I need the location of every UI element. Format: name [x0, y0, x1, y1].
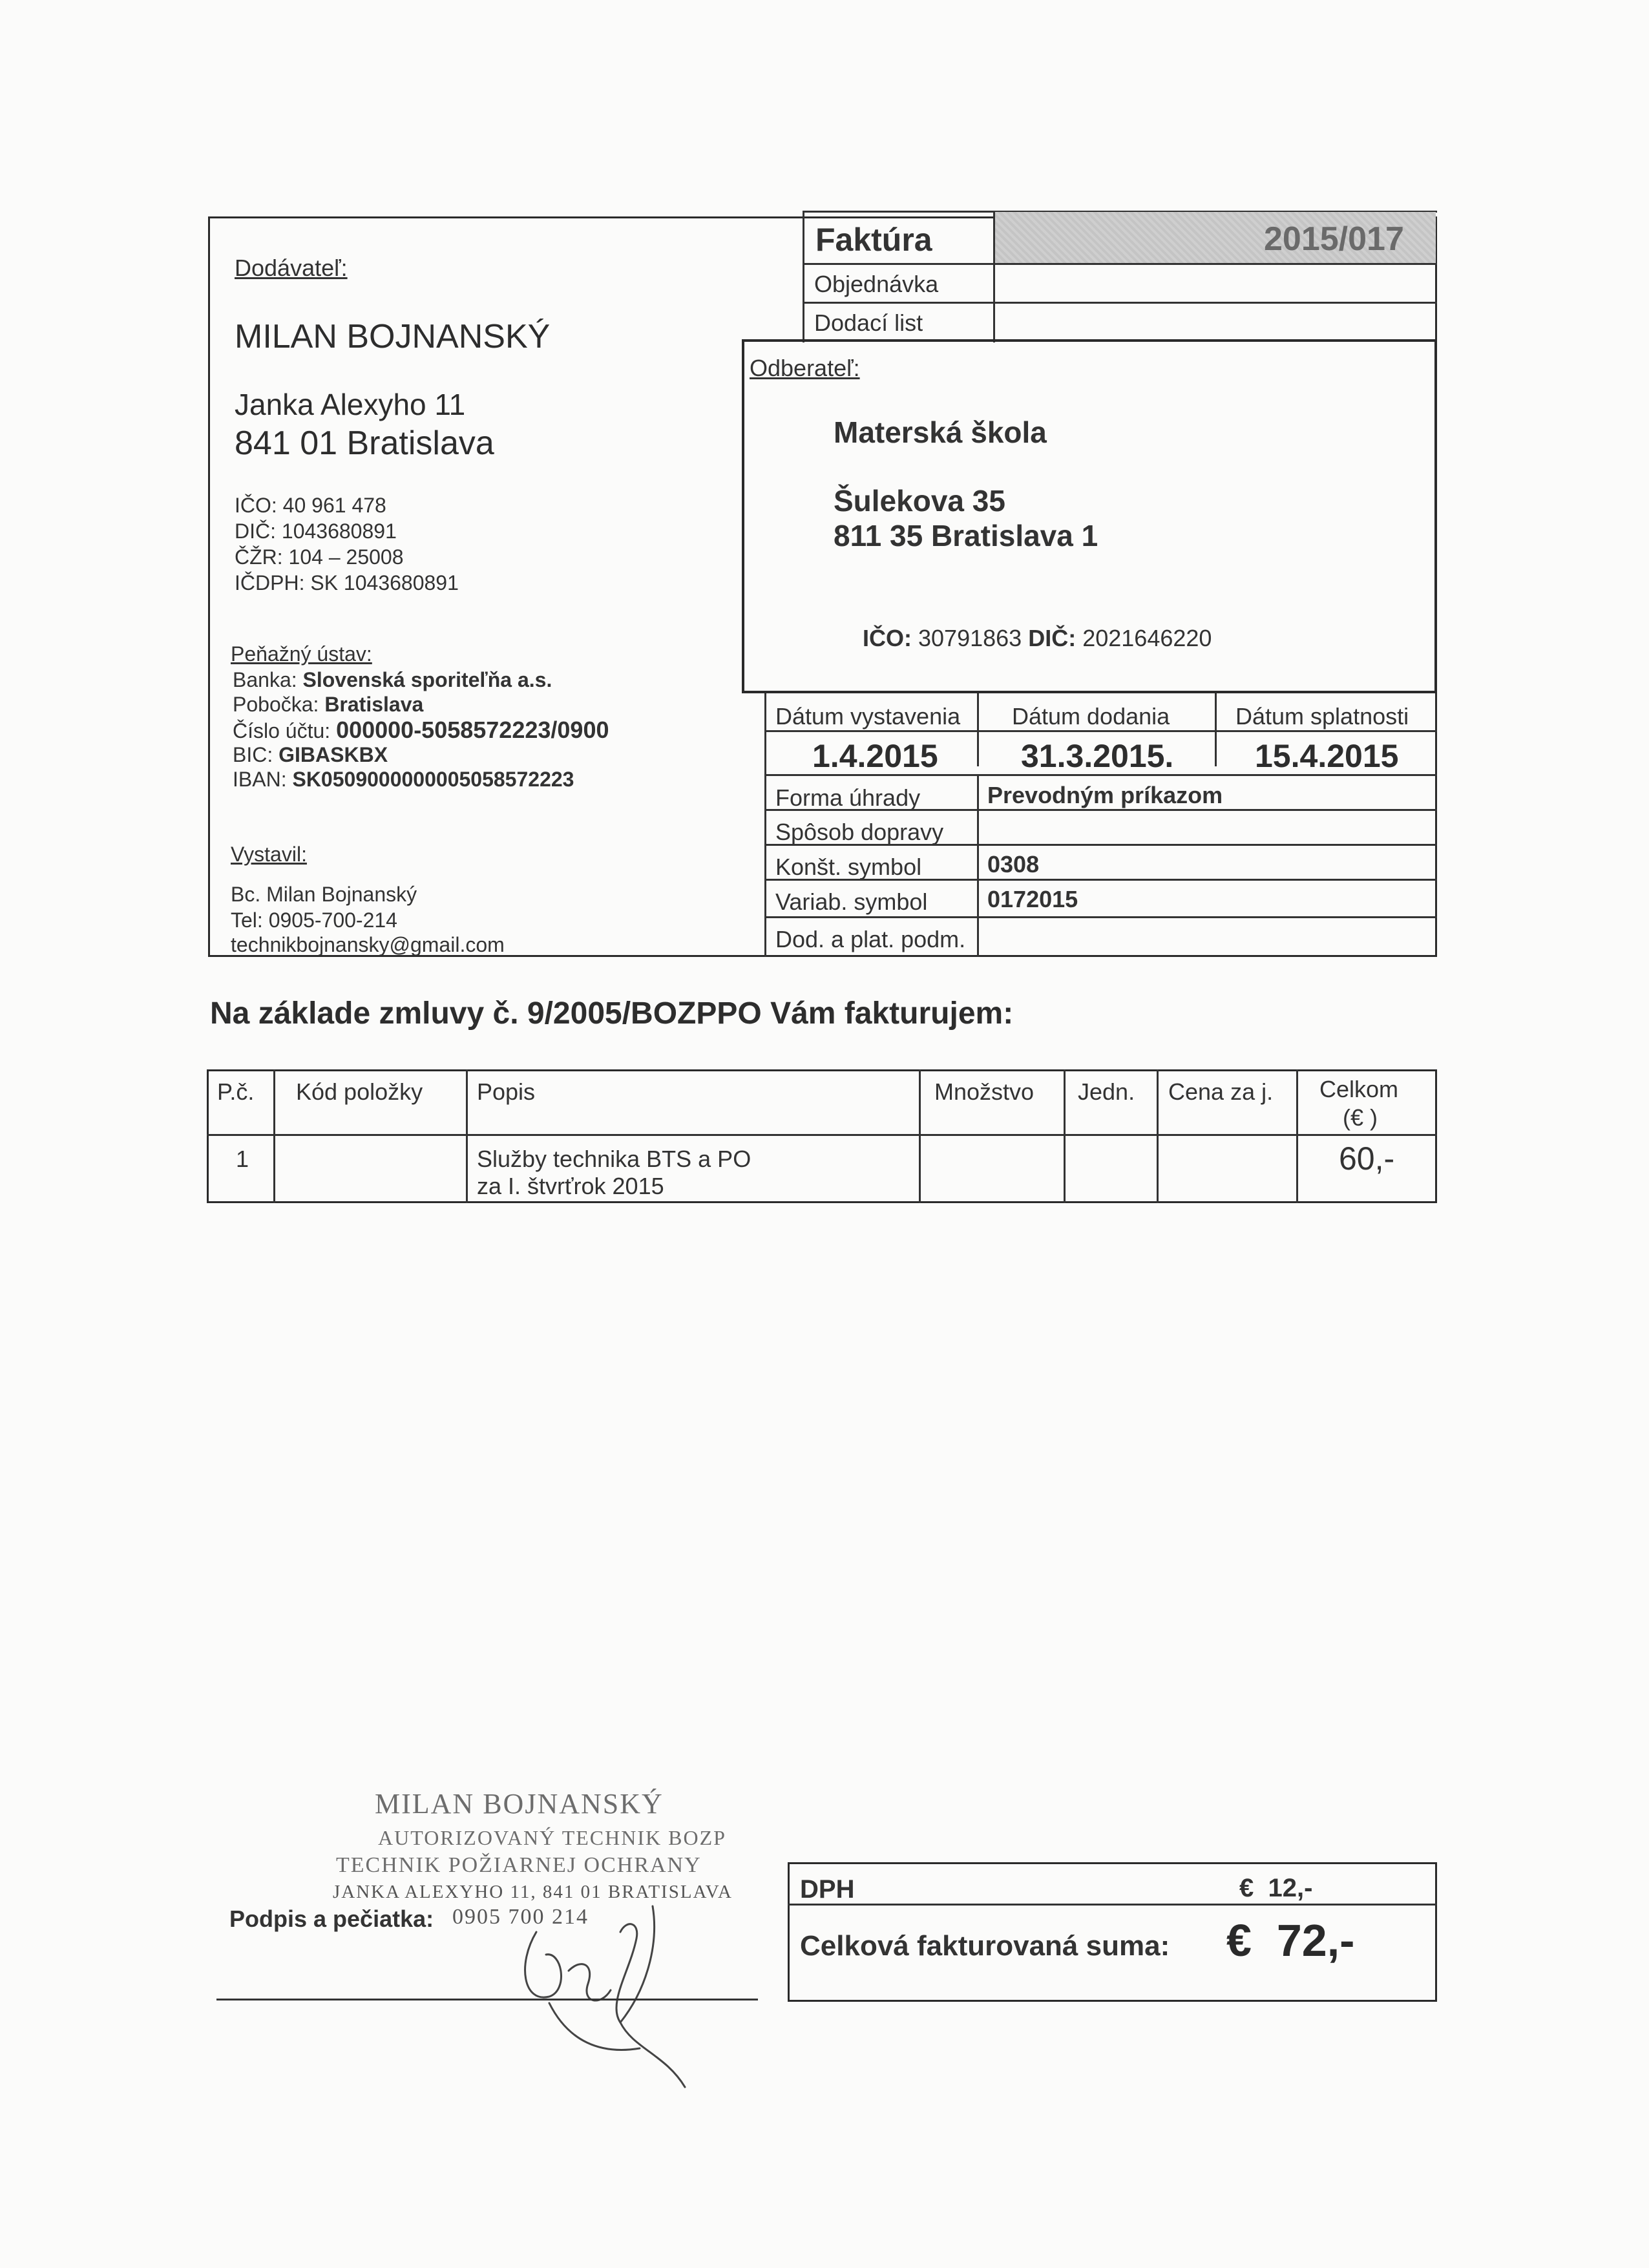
- issuer-name: Bc. Milan Bojnanský: [231, 883, 417, 906]
- handwritten-signature: [491, 1893, 704, 2100]
- customer-street: Šulekova 35: [834, 484, 1005, 518]
- customer-dic-label: DIČ:: [1028, 625, 1077, 651]
- invoice-title-left-line: [803, 211, 804, 342]
- total-label: Celková fakturovaná suma:: [800, 1930, 1170, 1962]
- supplier-name: MILAN BOJNANSKÝ: [235, 318, 551, 355]
- col-header-desc: Popis: [477, 1078, 536, 1105]
- grid-dates-col1: [977, 693, 979, 766]
- delivery-date-value: 31.3.2015.: [1021, 738, 1174, 774]
- delivery-date-label: Dátum dodania: [1012, 703, 1170, 730]
- bic-line: [233, 744, 388, 765]
- bank-label: Banka:: [233, 668, 297, 691]
- grid-payment-col: [977, 774, 979, 957]
- delivery-note-label: Dodací list: [814, 310, 923, 336]
- vat-value: € 12,-: [1239, 1874, 1313, 1902]
- issuer-email: technikbojnansky@gmail.com: [231, 933, 505, 956]
- iban-line: [233, 769, 574, 790]
- customer-name: Materská škola: [834, 415, 1047, 449]
- items-col-2: [466, 1069, 468, 1203]
- supplier-street: Janka Alexyho 11: [235, 388, 466, 421]
- row-no: 1: [236, 1146, 249, 1172]
- supplier-icdph: IČDPH: SK 1043680891: [235, 571, 459, 594]
- stamp-line-2: AUTORIZOVANÝ TECHNIK BOZP: [378, 1826, 726, 1849]
- col-header-currency: (€ ): [1343, 1104, 1378, 1131]
- invoice-row2-line: [803, 302, 1437, 304]
- row-desc-line1: Služby technika BTS a PO: [477, 1146, 751, 1172]
- due-date-value: 15.4.2015: [1255, 738, 1399, 774]
- supplier-city: 841 01 Bratislava: [235, 425, 494, 462]
- grid-payment-line2: [764, 844, 1437, 846]
- customer-dic-value: 2021646220: [1082, 625, 1212, 651]
- col-header-total: Celkom: [1319, 1076, 1399, 1102]
- col-header-unit: Jedn.: [1078, 1078, 1135, 1105]
- customer-ico-label: IČO:: [863, 625, 912, 651]
- row-total: 60,-: [1339, 1140, 1395, 1177]
- terms-label: Dod. a plat. podm.: [775, 926, 966, 952]
- invoice-number: 2015/017: [1264, 220, 1404, 258]
- customer-city: 811 35 Bratislava 1: [834, 519, 1098, 552]
- items-col-3: [919, 1069, 921, 1203]
- row-desc-line2: za I. štvrťrok 2015: [477, 1173, 664, 1199]
- stamp-line-4: JANKA ALEXYHO 11, 841 01 BRATISLAVA: [333, 1882, 733, 1902]
- branch-label: Pobočka:: [233, 693, 319, 716]
- iban-value: SK0509000000005058572223: [292, 768, 574, 791]
- issuer-heading: Vystavil:: [231, 843, 307, 866]
- account-label: Číslo účtu:: [233, 719, 331, 742]
- stamp-line-5: 0905 700 214: [452, 1905, 589, 1929]
- bic-value: GIBASKBX: [278, 743, 388, 766]
- col-header-qty: Množstvo: [934, 1078, 1035, 1105]
- invoice-number-divider: [993, 212, 995, 342]
- bic-label: BIC:: [233, 743, 273, 766]
- supplier-ico: IČO: 40 961 478: [235, 494, 386, 517]
- issue-date-label: Dátum vystavenia: [775, 703, 961, 730]
- account-value: 000000-5058572223/0900: [336, 717, 609, 743]
- col-header-code: Kód položky: [296, 1078, 423, 1105]
- bank-line: [233, 669, 552, 690]
- grid-payment-line3: [764, 879, 1437, 881]
- grid-dates-col2: [1215, 693, 1217, 766]
- issue-date-value: 1.4.2015: [812, 738, 938, 774]
- bank-heading: Peňažný ústav:: [231, 642, 372, 666]
- transport-label: Spôsob dopravy: [775, 819, 944, 845]
- invoice-title: Faktúra: [815, 222, 932, 258]
- col-header-price: Cena za j.: [1168, 1078, 1274, 1105]
- items-col-1: [273, 1069, 275, 1203]
- branch-line: [233, 694, 423, 715]
- due-date-label: Dátum splatnosti: [1235, 703, 1409, 730]
- vat-label: DPH: [800, 1875, 855, 1904]
- items-col-6: [1296, 1069, 1298, 1203]
- stamp-line-1: MILAN BOJNANSKÝ: [375, 1788, 664, 1820]
- payment-method-label: Forma úhrady: [775, 784, 921, 811]
- customer-heading: Odberateľ:: [750, 355, 860, 381]
- bank-value: Slovenská sporiteľňa a.s.: [302, 668, 552, 691]
- supplier-heading: Dodávateľ:: [235, 255, 348, 281]
- variable-symbol-value: 0172015: [987, 886, 1078, 912]
- issuer-phone: Tel: 0905-700-214: [231, 908, 397, 932]
- grid-dates-bottom-line: [764, 774, 1437, 776]
- supplier-dic: DIČ: 1043680891: [235, 520, 397, 543]
- payment-method-value: Prevodným príkazom: [987, 782, 1223, 808]
- col-header-no: P.č.: [217, 1078, 255, 1105]
- branch-value: Bratislava: [324, 693, 424, 716]
- signature-line: [216, 1999, 758, 2000]
- iban-label: IBAN:: [233, 768, 287, 791]
- grid-payment-line1: [764, 809, 1437, 811]
- order-label: Objednávka: [814, 271, 939, 297]
- supplier-czr: ČŽR: 104 – 25008: [235, 545, 404, 569]
- constant-symbol-label: Konšt. symbol: [775, 854, 922, 880]
- constant-symbol-value: 0308: [987, 851, 1040, 877]
- contract-intro: Na základe zmluvy č. 9/2005/BOZPPO Vám fakturujem:: [210, 996, 1014, 1031]
- items-col-5: [1157, 1069, 1159, 1203]
- grid-dates-header-line: [764, 730, 1437, 732]
- total-value: € 72,-: [1226, 1915, 1355, 1966]
- grid-payment-line4: [764, 916, 1437, 918]
- totals-divider: [788, 1904, 1437, 1906]
- items-col-4: [1064, 1069, 1066, 1203]
- variable-symbol-label: Variab. symbol: [775, 888, 928, 915]
- customer-ids: [863, 627, 1212, 650]
- invoice-row1-line: [803, 263, 1437, 265]
- items-header-line: [207, 1134, 1437, 1136]
- signature-label: Podpis a pečiatka:: [229, 1906, 434, 1932]
- account-line: [233, 719, 609, 742]
- customer-ico-value: 30791863: [918, 625, 1022, 651]
- stamp-line-3: TECHNIK POŽIARNEJ OCHRANY: [336, 1853, 702, 1877]
